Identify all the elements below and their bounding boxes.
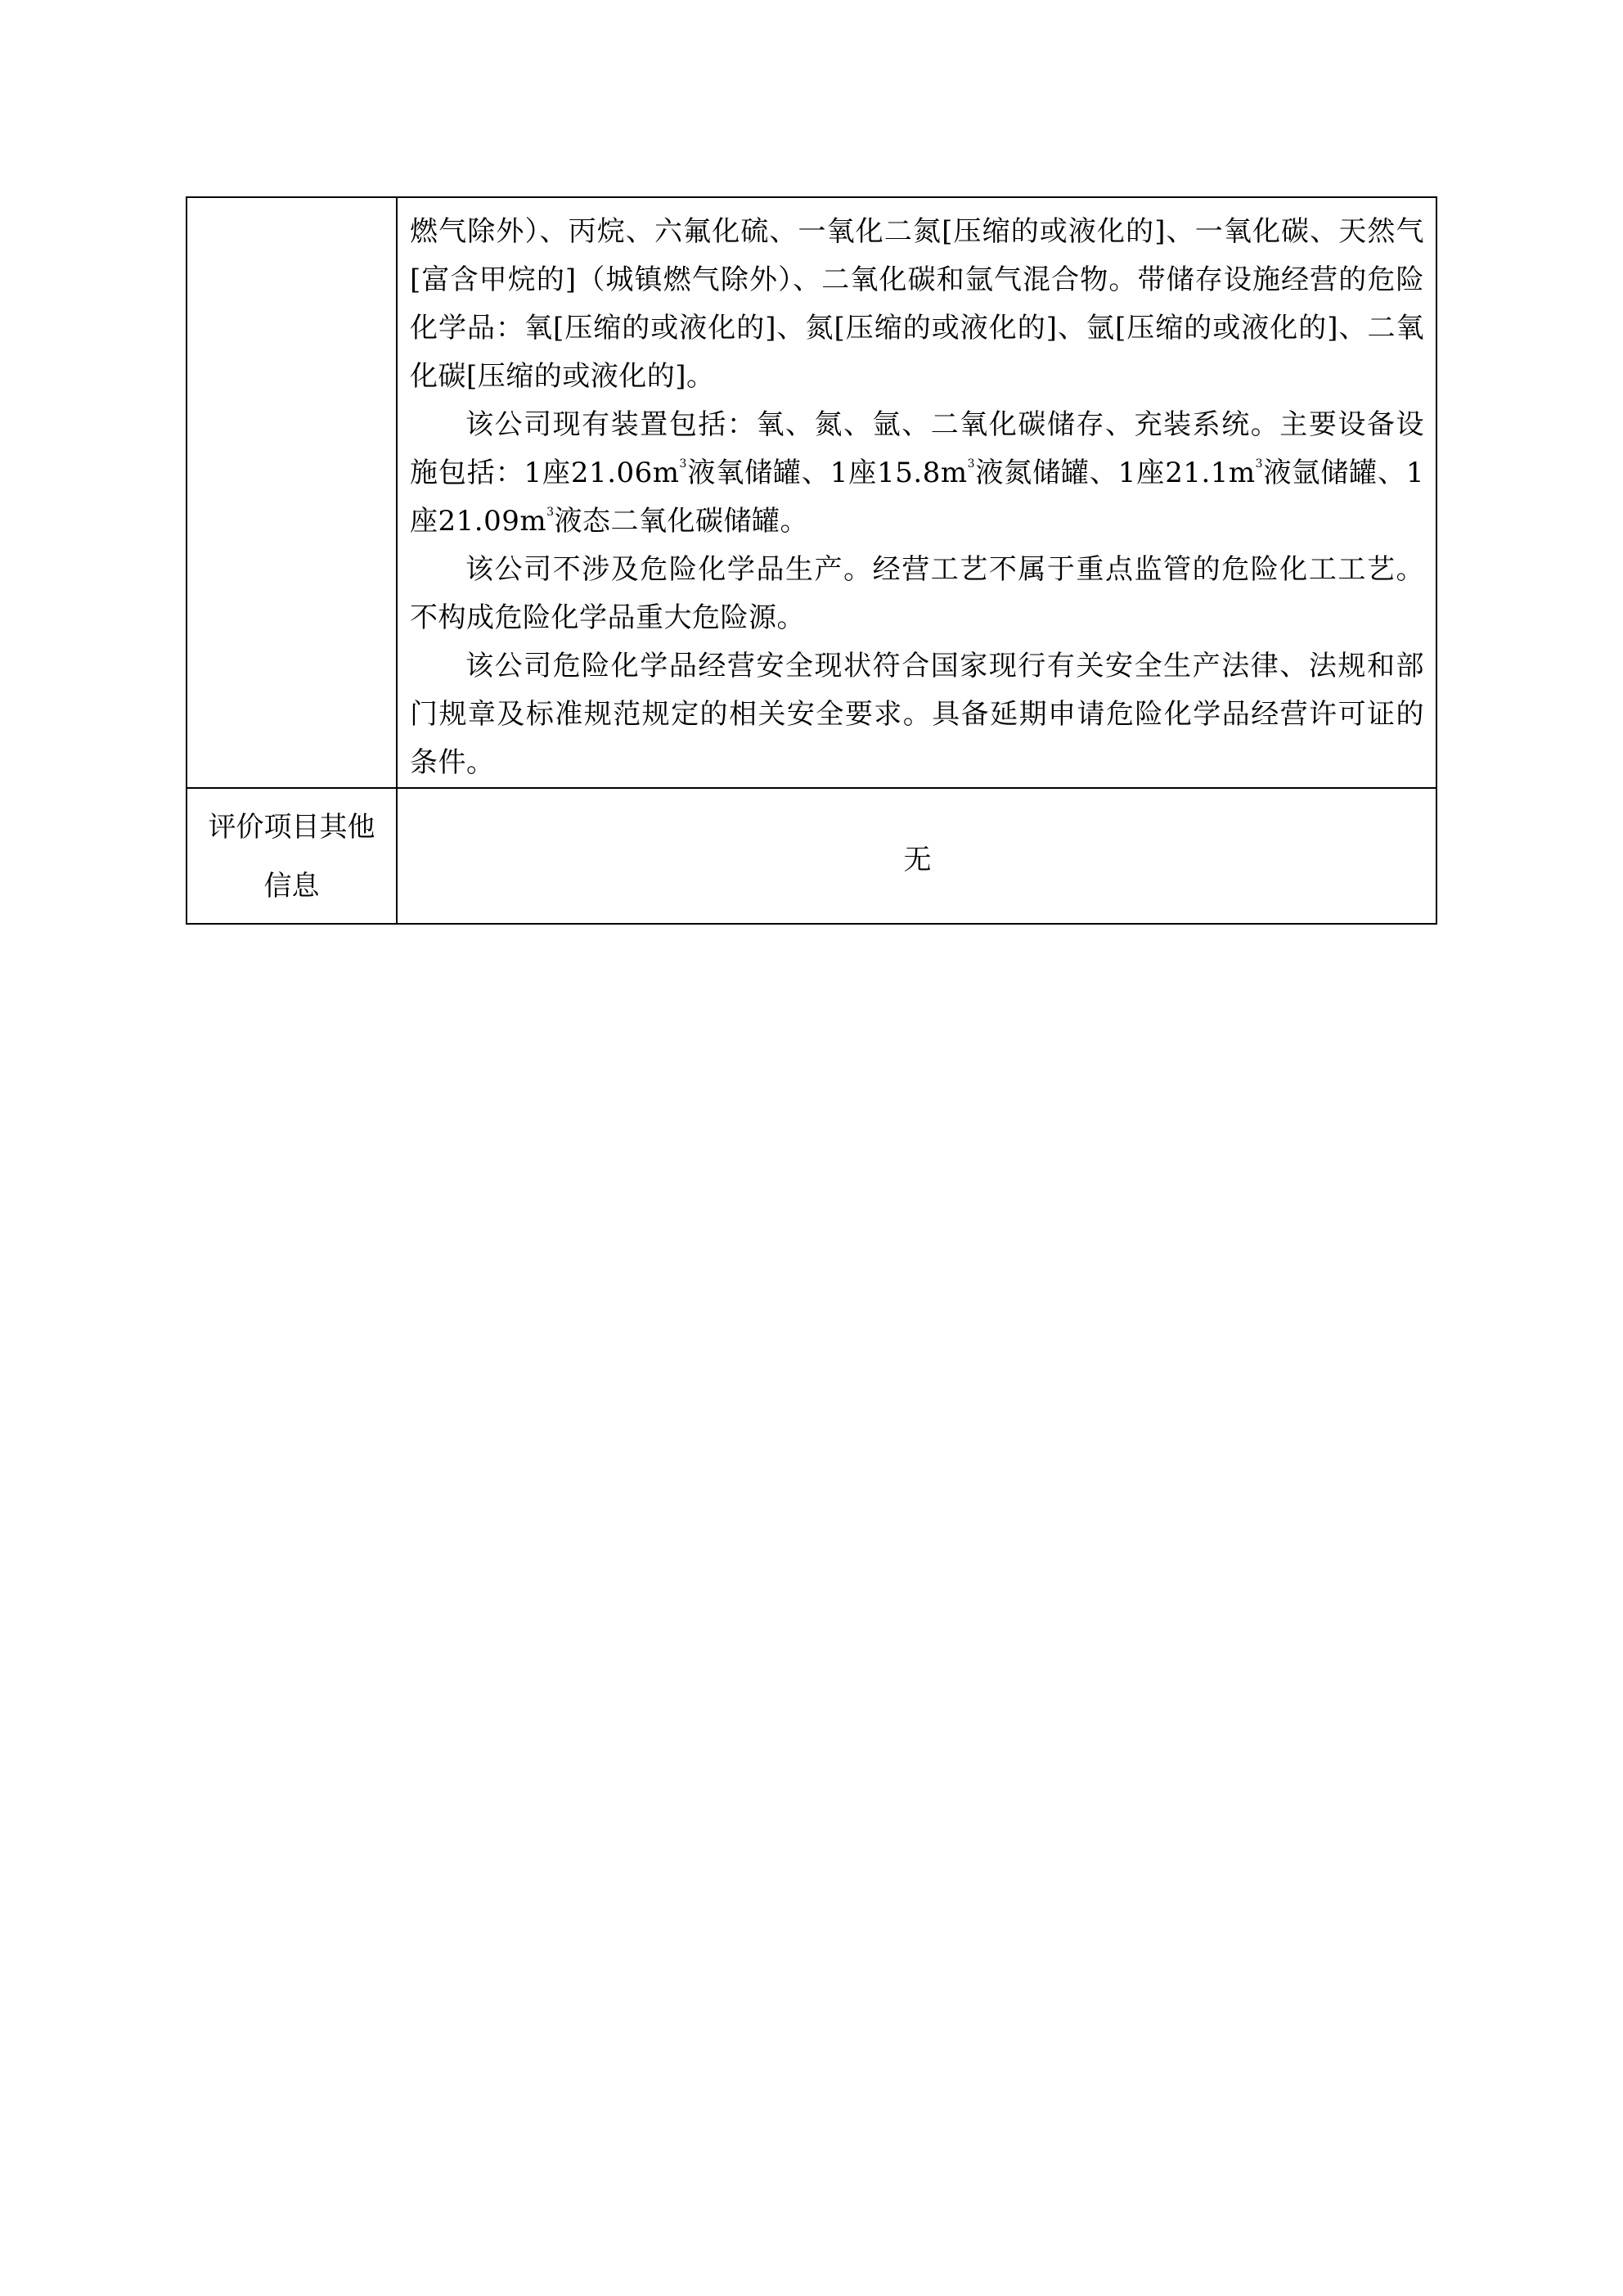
evaluation-conclusion-cell	[410, 208, 1424, 787]
paragraph-chemicals-list: 燃气除外）、丙烷、六氟化硫、一氧化二氮[压缩的或液化的]、一氧化碳、天然气[富含甲烷的]（城镇燃气除外）、二氧化碳和氩气混合物。带储存设施经营的危险化学品：氧[压缩的或液化的]、氮[压缩的或液化的]、氩[压缩的或液化的]、二氧化碳[压缩的或液化的]。	[410, 215, 1424, 393]
other-info-label: 评价项目其他 信息	[208, 811, 375, 903]
paragraph-process: 该公司不涉及危险化学品生产。经营工艺不属于重点监管的危险化工工艺。不构成危险化学品重大危险源。	[410, 553, 1424, 634]
paragraph-conclusion: 该公司危险化学品经营安全现状符合国家现行有关安全生产法律、法规和部门规章及标准规范规定的相关安全要求。具备延期申请危险化学品经营许可证的条件。	[410, 650, 1424, 779]
paragraph-equipment: 该公司现有装置包括：氧、氮、氩、二氧化碳储存、充装系统。主要设备设施包括：1座$21.06m^3$液氧储罐、1座$15.8m^3$液氮储罐、1座$21.1m^3$液氩储罐、1座$21.09m^3$液态二氧化碳储罐。	[410, 408, 1424, 538]
evaluation-table	[186, 196, 1437, 925]
other-info-value: 无	[903, 843, 932, 876]
